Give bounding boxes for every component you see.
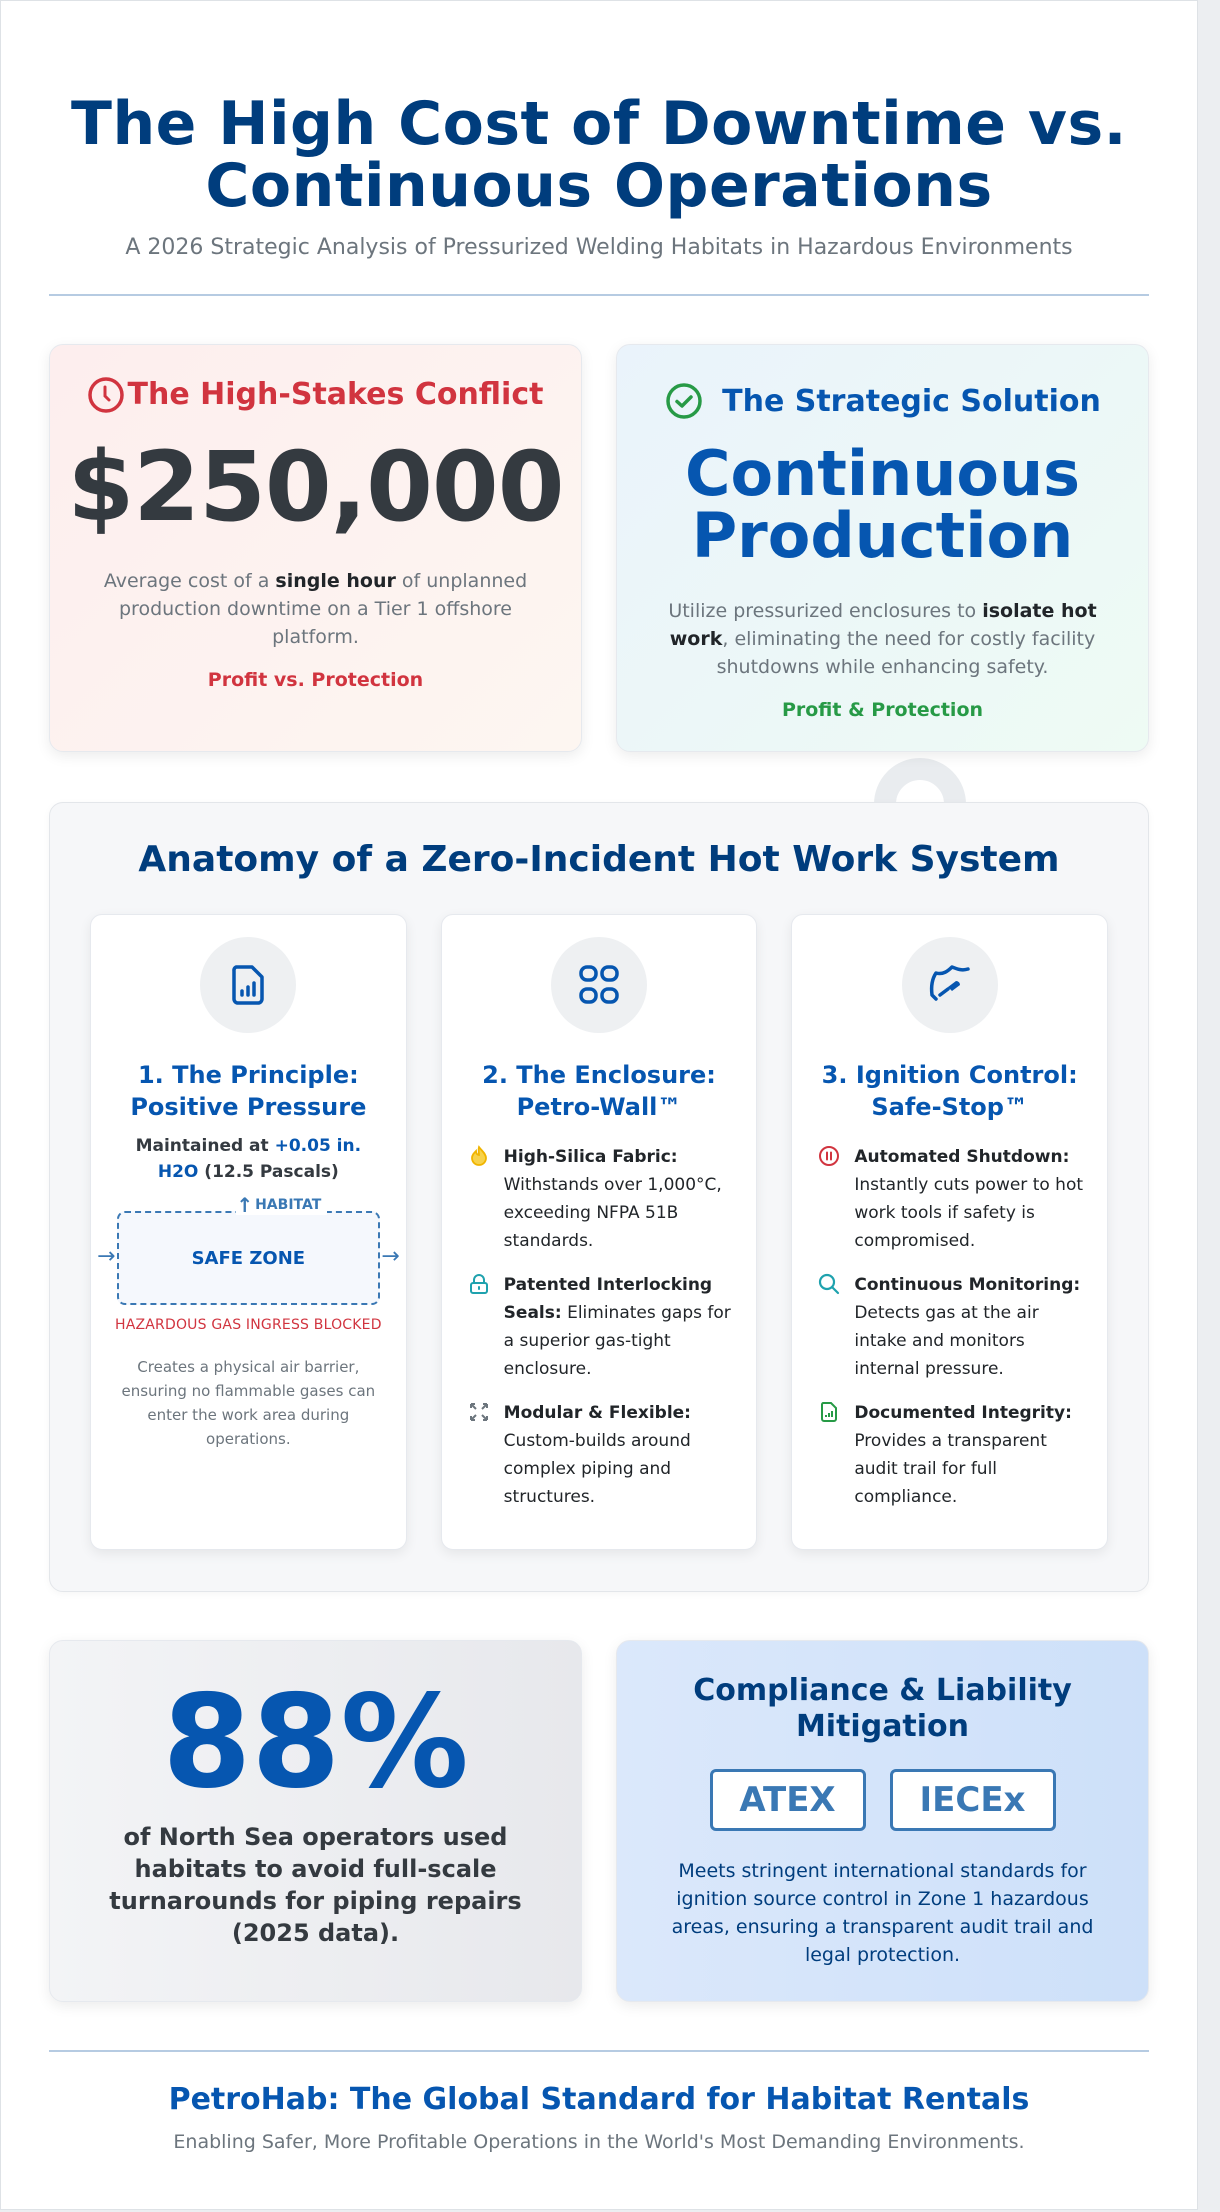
habitat-label: HABITAT [255,1197,322,1213]
solution-tagline: Profit & Protection [781,699,984,721]
header-divider [49,294,1149,296]
conflict-card [49,344,582,752]
anatomy-section [49,802,1149,1592]
principle-card [90,914,407,1550]
page-title [1,89,1197,221]
footer-subtitle: Enabling Safer, More Profitable Operations in the World's Most Demanding Environments. [173,2131,1025,2153]
ignition-control-card [791,914,1108,1550]
title-line-1: The High Cost of Downtime vs. [71,89,1127,159]
page-subtitle: A 2026 Strategic Analysis of Pressurized Welding Habitats in Hazardous Environments [125,235,1073,260]
feature-interlocking-seals: Patented Interlocking Seals: Eliminates gaps for a superior gas-tight enclosure. [468,1271,735,1383]
downtime-cost-figure: $250,000 [67,431,564,543]
pause-circle-icon [818,1145,840,1167]
conflict-title: The High-Stakes Conflict [127,377,544,412]
feature-automated-shutdown: Automated Shutdown: Instantly cuts power to hot work tools if safety is compromised. [818,1143,1085,1255]
feature-continuous-monitoring: Continuous Monitoring: Detects gas at the air intake and monitors internal pressure. [818,1271,1085,1383]
page-footer [1,2082,1197,2153]
arrow-right-icon: → [381,1244,400,1269]
solution-card [616,344,1149,752]
clock-icon [86,375,126,415]
search-icon [818,1273,840,1295]
title-line-2: Continuous Operations [205,151,993,221]
shield-plug-icon [926,961,974,1009]
flame-icon [468,1145,490,1167]
ignition-control-title: 3. Ignition Control: Safe-Stop™ [821,1061,1078,1121]
safe-zone-label: SAFE ZONE [191,1247,306,1269]
solution-headline: Continuous Production [684,437,1081,572]
pressure-spec: Maintained at +0.05 in. H2O (12.5 Pascals) [135,1136,362,1182]
iecex-badge: IECEx [890,1769,1056,1831]
lock-icon [468,1273,490,1295]
feature-high-silica-fabric: High-Silica Fabric: Withstands over 1,000°C, exceeding NFPA 51B standards. [468,1143,735,1255]
stat-description: of North Sea operators used habitats to avoid full-scale turnarounds for piping repairs (2025 data). [109,1823,522,1947]
comparison-row [49,344,1149,752]
evidence-row [49,1640,1149,2002]
grid-icon [575,961,623,1009]
atex-badge: ATEX [710,1769,866,1831]
page-header [1,1,1197,260]
check-circle-icon [664,381,704,421]
compliance-description: Meets stringent international standards for ignition source control in Zone 1 hazardous areas, ensuring a transparent audit trail and legal protection. [671,1860,1094,1966]
solution-title: The Strategic Solution [722,383,1101,419]
safe-zone-box [117,1211,380,1305]
stat-card [49,1640,582,2002]
conflict-tagline: Profit vs. Protection [207,669,424,691]
enclosure-title: 2. The Enclosure: Petro-Wall™ [482,1061,716,1121]
stat-value: 88% [162,1668,469,1817]
expand-arrows-icon [468,1401,490,1423]
principle-title: 1. The Principle: Positive Pressure [130,1061,367,1121]
feature-modular-flexible: Modular & Flexible: Custom-builds around complex piping and structures. [468,1399,735,1511]
footer-title: PetroHab: The Global Standard for Habitat Rentals [168,2082,1030,2117]
anatomy-title: Anatomy of a Zero-Incident Hot Work System [138,839,1060,880]
arrow-up-icon: ↑ [236,1193,254,1217]
hazard-label: HAZARDOUS GAS INGRESS BLOCKED [114,1317,382,1333]
file-chart-icon [224,961,272,1009]
pressure-diagram [97,1193,400,1305]
compliance-card [616,1640,1149,2002]
solution-description: Utilize pressurized enclosures to isolate hot work, eliminating the need for costly facility shutdowns while enhancing safety. [668,600,1097,678]
file-chart-icon [818,1401,840,1423]
enclosure-card [441,914,758,1550]
feature-documented-integrity: Documented Integrity: Provides a transparent audit trail for full compliance. [818,1399,1085,1511]
conflict-description: Average cost of a single hour of unplanned production downtime on a Tier 1 offshore platform. [103,570,528,648]
arrow-right-icon: → [97,1244,116,1269]
compliance-title: Compliance & Liability Mitigation [693,1673,1072,1744]
principle-description: Creates a physical air barrier, ensuring no flammable gases can enter the work area during operations. [121,1358,376,1448]
footer-divider [49,2050,1149,2052]
